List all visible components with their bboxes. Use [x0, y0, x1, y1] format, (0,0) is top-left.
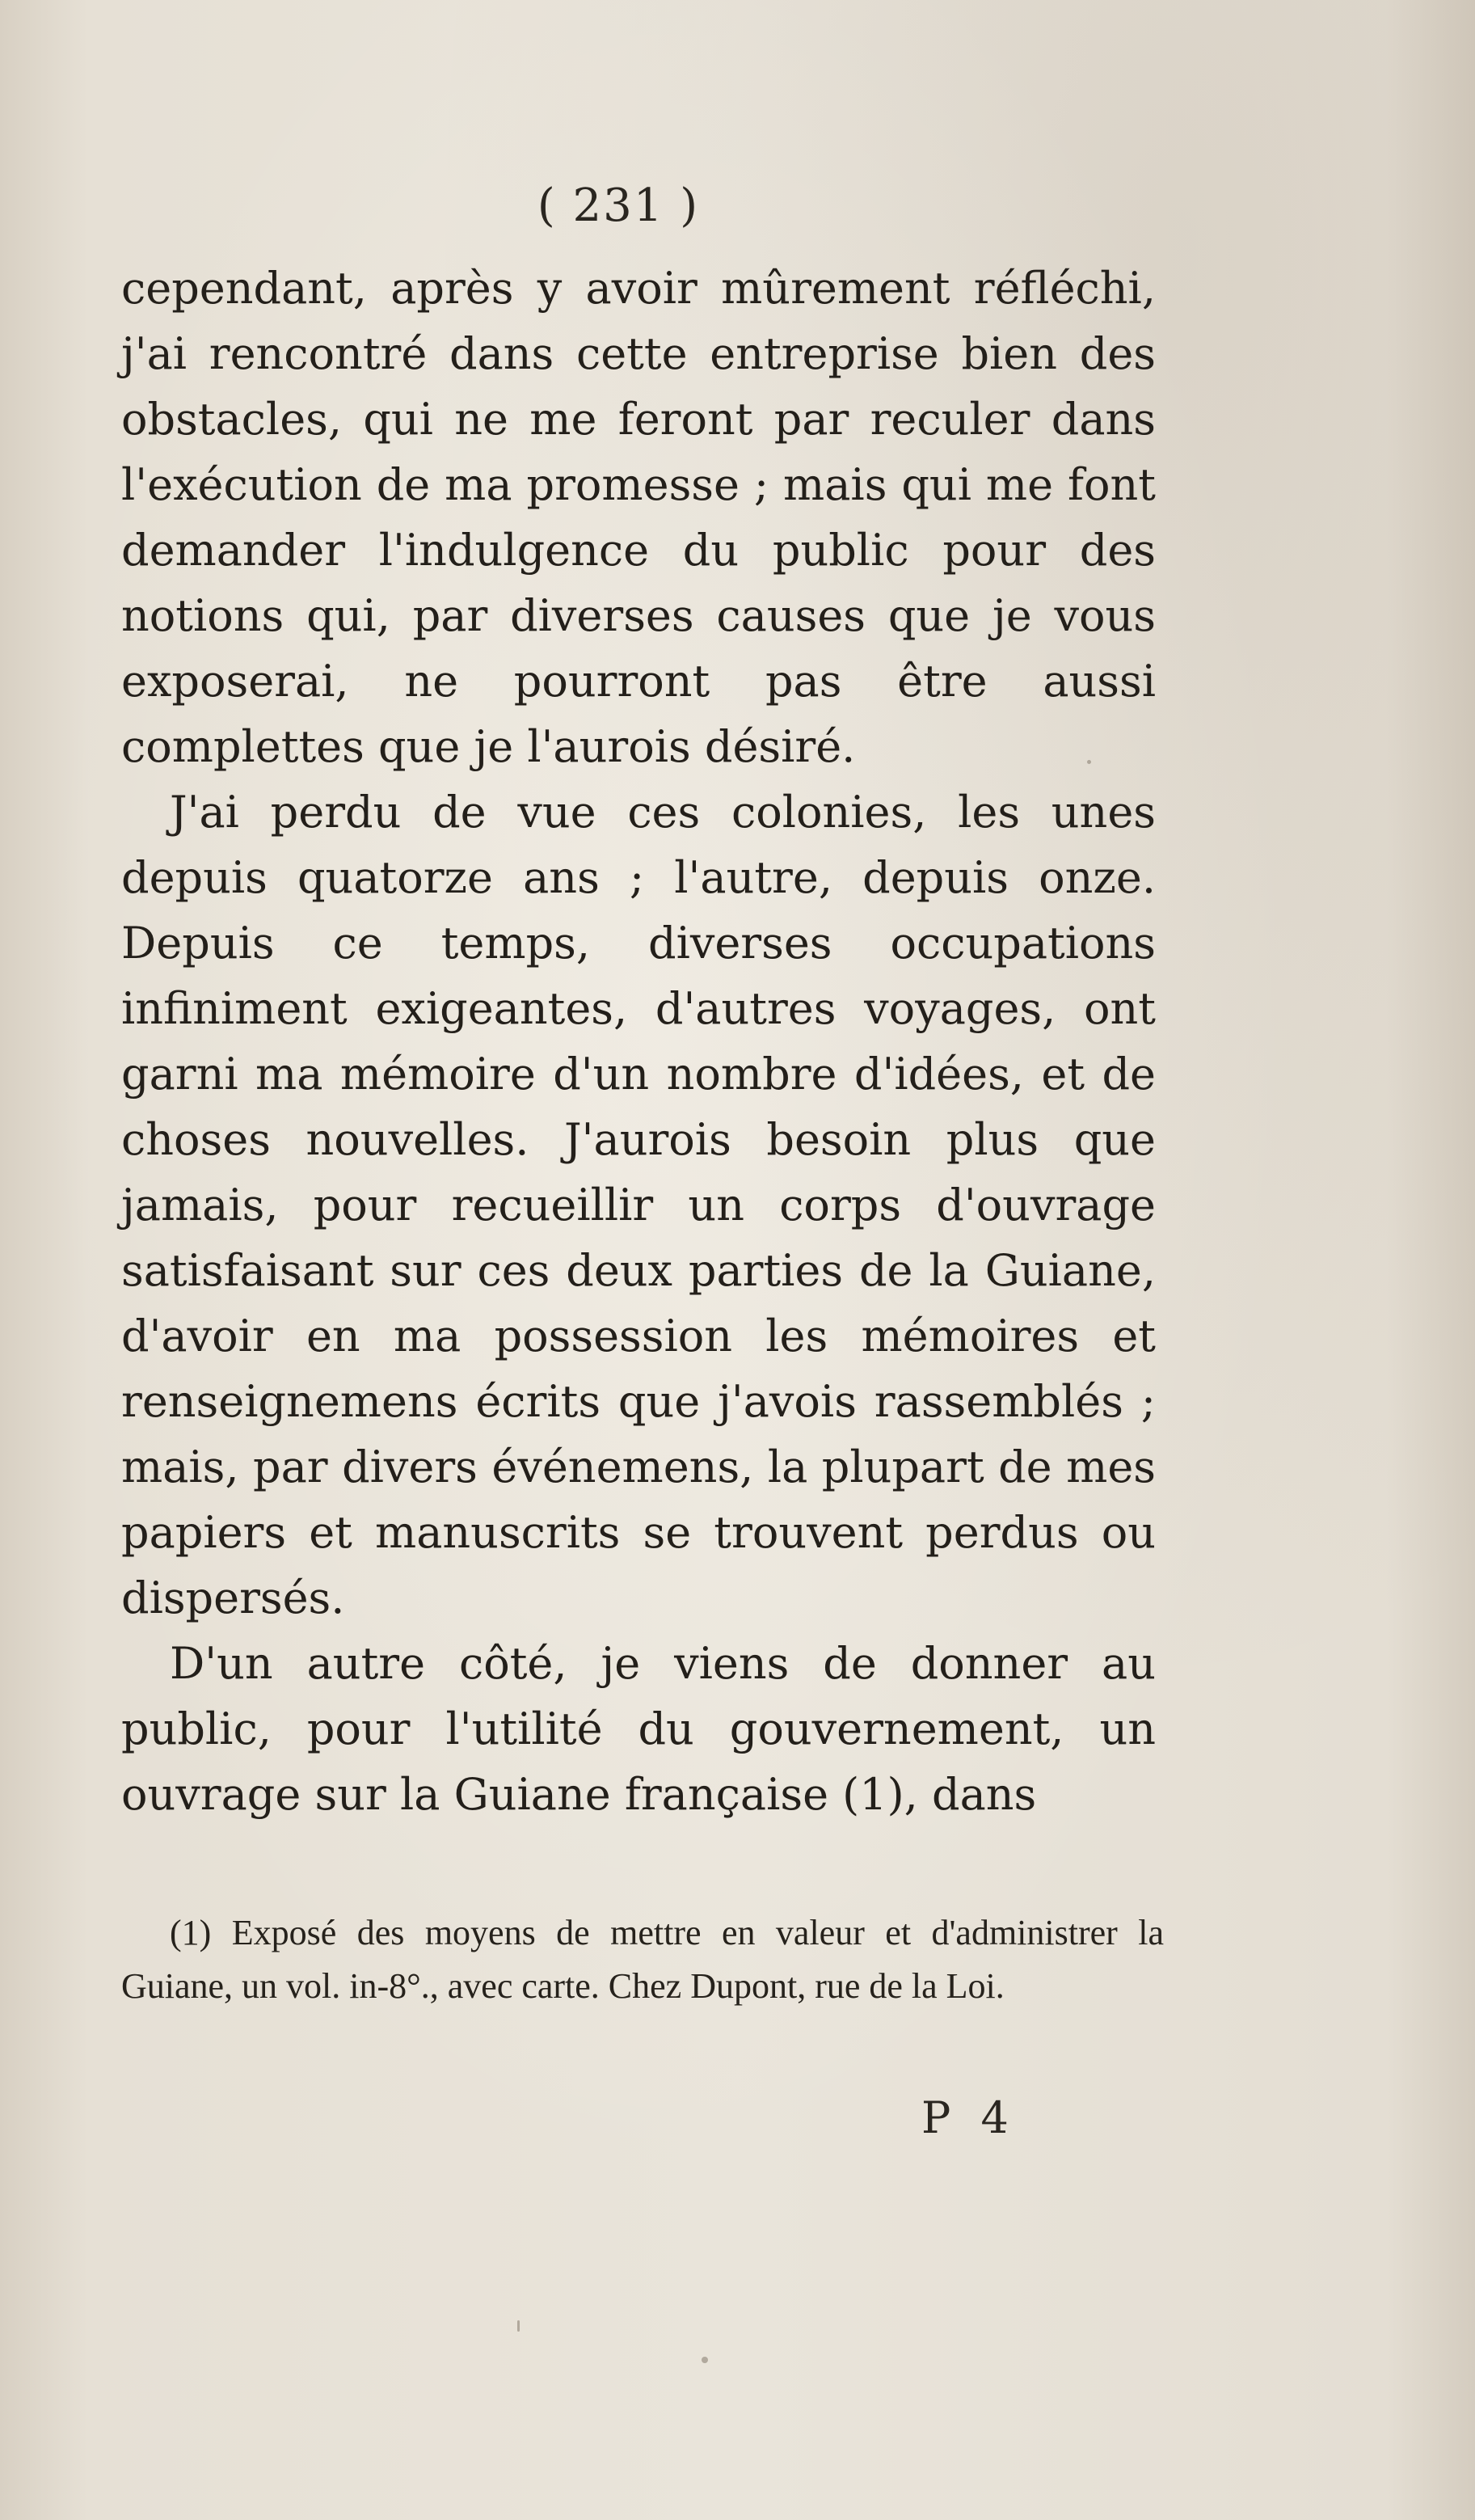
- footnote: [121, 1906, 1164, 2013]
- paper-speck: [517, 2320, 520, 2332]
- paragraph: D'un autre côté, je viens de donner au public, pour l'utilité du gouvernement, un ouvrage sur la Guiane française (1), dans: [121, 1638, 1156, 1820]
- paper-speck: [702, 2357, 708, 2363]
- printer-signature-mark: P 4: [921, 2092, 1017, 2143]
- paragraph: J'ai perdu de vue ces colonies, les unes depuis quatorze ans ; l'autre, depuis onze. Depuis ce temps, diverses occupations infiniment exigeantes, d'autres voyages, ont garni ma mémoire d'un nombre d'idées, et de choses nouvelles. J'aurois besoin plus que jamais, pour recueillir un corps d'ouvrage satisfaisant sur ces deux parties de la Guiane, d'avoir en ma possession les mémoires et renseignemens écrits que j'avois rassemblés ; mais, par divers événemens, la plupart de mes papiers et manuscrits se trouvent perdus ou dispersés.: [121, 787, 1156, 1623]
- paper-speck: [1087, 760, 1091, 764]
- page-number: ( 231 ): [537, 179, 700, 232]
- paragraph-continuation: cependant, après y avoir mûrement réfléchi, j'ai rencontré dans cette entreprise bien des obstacles, qui ne me feront par reculer dans l'exécution de ma promesse ; mais qui me font demander l'indulgence du public pour des notions qui, par diverses causes que je vous exposerai, ne pourront pas être aussi complettes que je l'aurois désiré.: [121, 263, 1156, 772]
- body-text: [121, 255, 1156, 1827]
- footnote-text: (1) Exposé des moyens de mettre en valeur et d'administrer la Guiane, un vol. in-8°., avec carte. Chez Dupont, rue de la Loi.: [121, 1913, 1164, 2006]
